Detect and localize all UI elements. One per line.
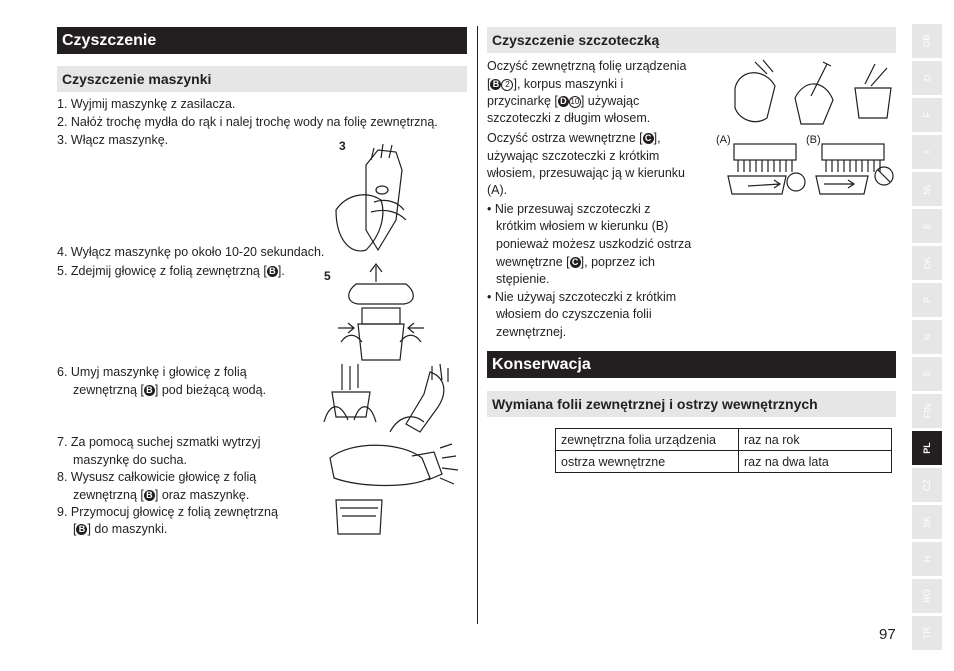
text-line: Oczyść zewnętrzną folię urządzenia <box>487 59 687 73</box>
text-line: Oczyść ostrza wewnętrzne [ C ], <box>487 131 661 145</box>
language-tab-f[interactable] <box>912 98 942 132</box>
part-number-badge: 10 <box>570 97 580 106</box>
replacement-schedule-table <box>555 428 892 473</box>
text-line: maszynkę do sucha. <box>73 453 187 467</box>
language-tab-label: PL <box>921 442 932 454</box>
text-line: • Nie przesuwaj szczoteczki z <box>487 202 651 216</box>
remove-head-illustration <box>336 262 426 366</box>
brush-cleaning-illustration <box>715 58 900 130</box>
language-tab-e[interactable] <box>912 209 942 243</box>
language-tab-label: TR <box>922 627 932 639</box>
table-cell-interval: raz na dwa lata <box>739 451 892 473</box>
figure-label-b: (B) <box>806 134 821 146</box>
language-tab-label: H <box>922 555 932 563</box>
language-tab-label: F <box>922 112 932 118</box>
language-tab-ro[interactable] <box>912 579 942 613</box>
figure-reference-badge: B <box>76 524 87 535</box>
language-tab-label: RO <box>922 589 932 603</box>
text-line: zewnętrznej. <box>496 325 567 339</box>
subsection-title-brush-cleaning: Czyszczenie szczoteczką <box>487 27 896 53</box>
figure-number-3: 3 <box>339 139 346 153</box>
figure-reference-badge: C <box>570 257 581 268</box>
text-line: [ B 2 ], korpus maszynki i <box>487 77 624 91</box>
language-tab-cz[interactable] <box>912 468 942 502</box>
language-tab-p[interactable] <box>912 283 942 317</box>
text-line: 8. Wysusz całkowicie głowicę z folią <box>57 470 257 484</box>
language-tab-label: N <box>922 333 932 341</box>
table-row <box>556 429 892 451</box>
language-tab-h[interactable] <box>912 542 942 576</box>
text-line: krótkim włosiem w kierunku (B) <box>496 219 669 233</box>
page-number: 97 <box>879 626 896 643</box>
figure-reference-badge: B <box>490 79 501 90</box>
text-line: ponieważ możesz uszkodzić ostrza <box>496 237 692 251</box>
language-tab-dk[interactable] <box>912 246 942 280</box>
shaver-in-hand-illustration <box>326 140 416 260</box>
language-tab-label: I <box>921 150 932 154</box>
table-cell-interval: raz na rok <box>739 429 892 451</box>
dry-shaver-illustration <box>322 438 462 538</box>
language-tab-label: NL <box>921 183 932 195</box>
language-tab-i[interactable] <box>912 135 942 169</box>
text-line: zewnętrzną [ B ] oraz maszynkę. <box>73 488 250 502</box>
text-line: zewnętrzną [ B ] pod bieżącą wodą. <box>73 383 267 397</box>
figure-reference-badge: C <box>643 133 654 144</box>
text-line: wewnętrzne [ C ], poprzez ich <box>496 255 655 269</box>
language-tab-n[interactable] <box>912 320 942 354</box>
column-divider <box>477 26 478 624</box>
table-cell-part: zewnętrzna folia urządzenia <box>556 429 739 451</box>
text-line: 3. Włącz maszynkę. <box>57 133 169 147</box>
language-tabs <box>912 24 942 653</box>
text-line: przycinarkę [ D 10 ] używając <box>487 94 640 108</box>
text-line: 6. Umyj maszynkę i głowicę z folią <box>57 365 247 379</box>
language-tab-d[interactable] <box>912 61 942 95</box>
text-line: włosiem do czyszczenia folii <box>496 307 652 321</box>
figure-reference-badge: B <box>267 266 278 277</box>
language-tab-label: D <box>922 74 932 82</box>
text-line: 7. Za pomocą suchej szmatki wytrzyj <box>57 435 261 449</box>
text-line: używając szczoteczki z krótkim <box>487 149 660 163</box>
figure-reference-badge: B <box>144 385 155 396</box>
figure-label-a: (A) <box>716 134 731 146</box>
language-tab-fin[interactable] <box>912 394 942 428</box>
language-tab-sk[interactable] <box>912 505 942 539</box>
part-number-badge: 2 <box>501 79 513 91</box>
language-tab-label: SK <box>921 515 932 529</box>
figure-reference-badge: D <box>558 96 569 107</box>
section-title-cleaning: Czyszczenie <box>57 27 467 54</box>
text-line: [ B ] do maszynki. <box>73 522 168 536</box>
language-tab-label: CZ <box>922 479 932 491</box>
subsection-title-shaver-cleaning: Czyszczenie maszynki <box>57 66 467 92</box>
language-tab-label: E <box>921 222 932 230</box>
table-cell-part: ostrza wewnętrzne <box>556 451 739 473</box>
language-tab-label: DK <box>921 256 932 270</box>
language-tab-nl[interactable] <box>912 172 942 206</box>
text-line: 5. Zdejmij głowicę z folią zewnętrzną [ B ]. <box>57 264 285 278</box>
text-line: 4. Wyłącz maszynkę po około 10-20 sekundach. <box>57 245 325 259</box>
language-tab-s[interactable] <box>912 357 942 391</box>
text-line: szczoteczki z długim włosem. <box>487 111 651 125</box>
text-line: 9. Przymocuj głowicę z folią zewnętrzną <box>57 505 278 519</box>
figure-reference-badge: B <box>144 490 155 501</box>
correct-brush-direction-illustration <box>726 140 808 200</box>
text-line: stępienie. <box>496 272 550 286</box>
text-line: 1. Wyjmij maszynkę z zasilacza. <box>57 97 236 111</box>
language-tab-pl[interactable] <box>912 431 942 465</box>
table-row <box>556 451 892 473</box>
incorrect-brush-direction-illustration <box>814 140 896 200</box>
language-tab-gb[interactable] <box>912 24 942 58</box>
text-line: 2. Nałóż trochę mydła do rąk i nalej trochę wody na folię zewnętrzną. <box>57 115 438 129</box>
text-line: (A). <box>487 183 508 197</box>
language-tab-tr[interactable] <box>912 616 942 650</box>
text-line: • Nie używaj szczoteczki z krótkim <box>487 290 677 304</box>
section-title-maintenance: Konserwacja <box>487 351 896 378</box>
rinse-under-water-illustration <box>320 362 460 437</box>
text-line: włosiem, przesuwając ją w kierunku <box>487 166 685 180</box>
language-tab-label: P <box>921 296 932 304</box>
language-tab-label: GB <box>921 34 932 48</box>
language-tab-label: FIN <box>922 403 932 419</box>
figure-number-5: 5 <box>324 269 331 283</box>
language-tab-label: S <box>921 370 932 378</box>
subsection-title-replacement: Wymiana folii zewnętrznej i ostrzy wewnętrznych <box>487 391 896 417</box>
